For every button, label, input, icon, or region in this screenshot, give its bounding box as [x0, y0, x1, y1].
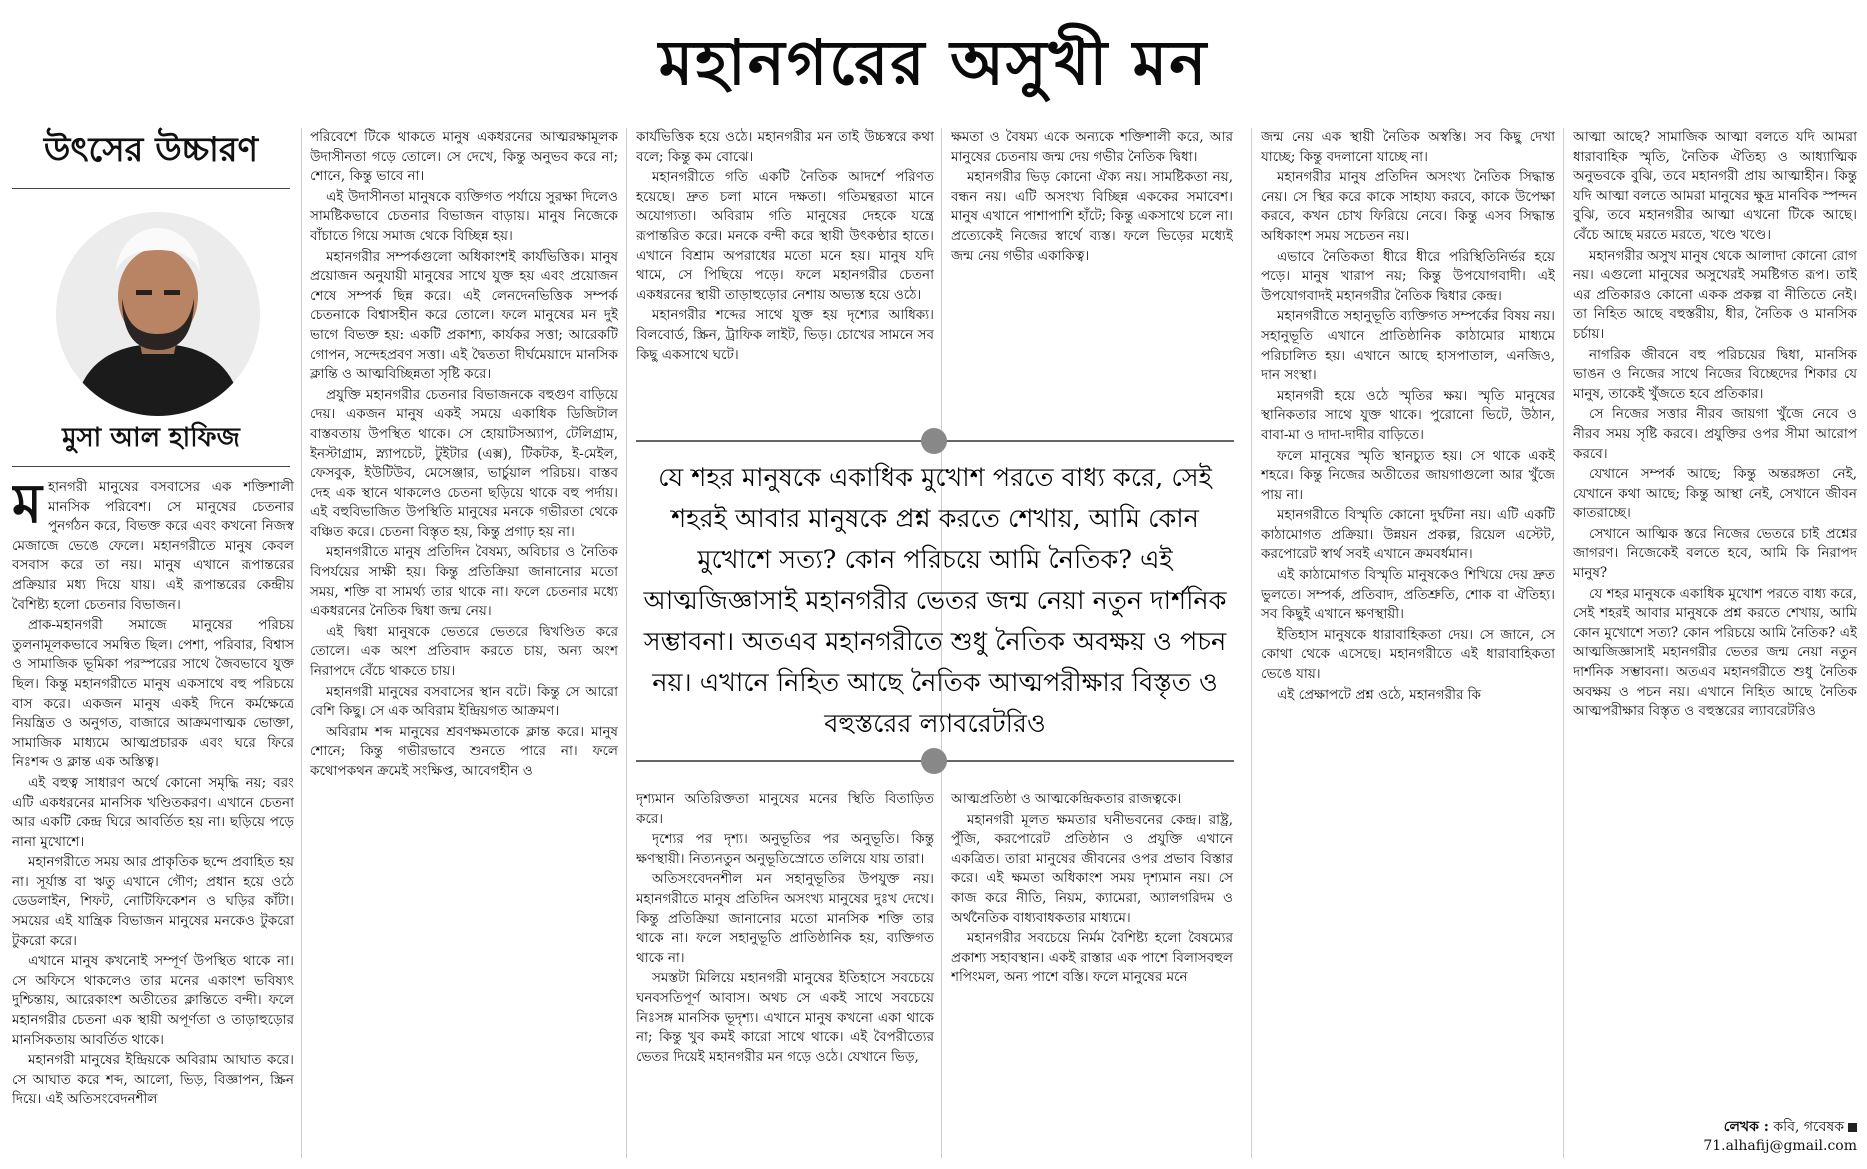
paragraph: মহানগরীর ভিড় কোনো ঐক্য নয়। সামষ্টিকতা নয়, বন্ধন নয়। এটি অসংখ্য বিচ্ছিন্ন এককের সমাবেশ। মানুষ এখানে পাশাপাশি হাঁটে; কিন্তু একসাথে চলে না। প্রত্যেকেই নিজের স্বার্থে ব্যস্ত। ফলে ভিড়ের মধ্যেই জন্ম নেয় গভীর একাকিত্ব।: [951, 169, 1233, 264]
paragraph: যেখানে সম্পর্ক আছে; কিন্তু অন্তরঙ্গতা নেই, যেখানে কথা আছে; কিন্তু আস্থা নেই, সেখানে জীবন কাতরাচ্ছে।: [1573, 466, 1857, 522]
column-rule: [626, 128, 627, 1158]
paragraph: এই দ্বিধা মানুষকে ভেতরে ভেতরে দ্বিখণ্ডিত করে তোলে। এক অংশ প্রতিবাদ করতে চায়, অন্য অংশ নিরাপদে বেঁচে থাকতে চায়।: [310, 623, 618, 680]
article-column: [951, 790, 1233, 1160]
pull-quote: যে শহর মানুষকে একাধিক মুখোশ পরতে বাধ্য করে, সেই শহরই আবার মানুষকে প্রশ্ন করতে শেখায়, আমি কোন মুখোশে সত্য? কোন পরিচয়ে আমি নৈতিক? এই আত্মজিজ্ঞাসাই মহানগরীর ভেতর জন্ম নেয়া নতুন দার্শনিক সম্ভাবনা। অতএব মহানগরীতে শুধু নৈতিক অবক্ষয় ও পচন নয়। এখানে নিহিত আছে নৈতিক আত্মপরীক্ষার বিস্তৃত ও বহুস্তরের ল্যাবরেটরিও: [643, 463, 1227, 739]
author-signoff: [1572, 1118, 1857, 1156]
drop-cap: ম: [12, 478, 42, 535]
author-label: লেখক :: [1723, 1119, 1769, 1135]
paragraph: কার্যভিত্তিক হয়ে ওঠে। মহানগরীর মন তাই উচ্চস্বরে কথা বলে; কিন্তু কম বোঝে।: [636, 129, 934, 165]
author-description: কবি, গবেষক: [1773, 1119, 1844, 1135]
paragraph: দৃশ্যের পর দৃশ্য। অনুভূতির পর অনুভূতি। কিন্তু ক্ষণস্থায়ী। নিত্যনতুন অনুভূতিস্রোতে তলিয়ে যায় তারা।: [636, 831, 934, 867]
column-rule: [1563, 128, 1564, 1158]
lead-text: হানগরী মানুষের বসবাসের এক শক্তিশালী মানসিক পরিবেশ। সে মানুষের চেতনার পুনর্গঠন করে, বিভক্ত করে এবং কখনো নিজস্ব মেজাজে ভেঙে ফেলে। মহানগরীতে মানুষ কেবল বসবাস করে তা নয়। মানুষ এখানে রূপান্তরের প্রক্রিয়ার মধ্য দিয়ে যায়। এই রূপান্তরের কেন্দ্রীয় বৈশিষ্ট্য হলো চেতনার বিভাজন।: [12, 479, 294, 613]
paragraph: মহানগরী হয়ে ওঠে স্মৃতির ক্ষয়। স্মৃতি মানুষের স্থানিকতার সাথে যুক্ত থাকে। পুরোনো ভিটে, উঠান, বাবা-মা ও দাদা-দাদীর বাড়িতে।: [1261, 387, 1555, 443]
paragraph: নাগরিক জীবনে বহু পরিচয়ের দ্বিধা, মানসিক ভাঙন ও নিজের সাথে নিজের বিচ্ছেদের শিকার যে মানুষ, তাকেই খুঁজতে হবে প্রতিকার।: [1573, 346, 1857, 402]
paragraph: এভাবে নৈতিকতা ধীরে ধীরে পরিস্থিতিনির্ভর হয়ে পড়ে। মানুষ খারাপ নয়; কিন্তু উপযোগবাদী। এই উপযোগবাদই মহানগরীর নৈতিক দ্বিধার কেন্দ্র।: [1261, 248, 1555, 304]
article-column: [1573, 128, 1857, 1113]
paragraph: ফলে মানুষের স্মৃতি স্থানচ্যুত হয়। সে থাকে একই শহরে। কিন্তু নিজের অতীতের জায়গাগুলো আর খুঁজে পায় না।: [1261, 447, 1555, 503]
paragraph: এখানে মানুষ কখনোই সম্পূর্ণ উপস্থিত থাকে না। সে অফিসে থাকলেও তার মনের একাংশ ভবিষ্যৎ দুশ্চিন্তায়, আরেকাংশ অতীতের ক্লান্তিতে বন্দী। ফলে মহানগরীর চেতনা এক স্থায়ী অপূর্ণতা ও তাড়াহুড়োর মানসিকতায় আবর্তিত থাকে।: [12, 953, 294, 1048]
author-email[interactable]: 71.alhafij@gmail.com: [1703, 1138, 1857, 1154]
paragraph: মহানগরীর শব্দের সাথে যুক্ত হয় দৃশ্যের আধিক্য। বিলবোর্ড, স্ক্রিন, ট্রাফিক লাইট, ভিড়। চোখের সামনে সব কিছু একসাথে ঘটে।: [636, 307, 934, 363]
paragraph: অতিসংবেদনশীল মন সহানুভূতির উপযুক্ত নয়। মহানগরীতে মানুষ প্রতিদিন অসংখ্য মানুষের দুঃখ দেখে। কিন্তু প্রতিক্রিয়া জানানোর মতো মানসিক শক্তি তার থাকে না। ফলে সহানুভূতি প্রাতিষ্ঠানিক হয়, ব্যক্তিগত থাকে না।: [636, 871, 934, 966]
paragraph: এই উদাসীনতা মানুষকে ব্যক্তিগত পর্যায়ে সুরক্ষা দিলেও সামষ্টিকভাবে চেতনার বিভাজন বাড়ায়। মানুষ নিজেকে বাঁচাতে গিয়ে সমাজ থেকে বিচ্ছিন্ন হয়।: [310, 188, 618, 244]
end-mark-icon: [1848, 1123, 1857, 1132]
article-column: [636, 790, 934, 1160]
paragraph: মহানগরীর সবচেয়ে নির্মম বৈশিষ্ট্য হলো বৈষম্যের প্রকাশ্য সহাবস্থান। একই রাস্তার এক পাশে বিলাসবহুল শপিংমল, অন্য পাশে বস্তি। ফলে মানুষের মনে: [951, 930, 1233, 986]
paragraph: মহানগরীর সম্পর্কগুলো অধিকাংশই কার্যভিত্তিক। মানুষ প্রয়োজন অনুযায়ী মানুষের সাথে যুক্ত হয় এবং প্রয়োজন শেষে সম্পর্ক ছিন্ন করে। এই লেনদেনভিত্তিক সম্পর্ক চেতনাকে বিশ্বাসহীন করে তোলে। ফলে মানুষের মন দুই ভাগে বিভক্ত হয়: একটি প্রকাশ্য, কার্যকর সত্তা; আরেকটি গোপন, সন্দেহপ্রবণ সত্তা। এই দ্বৈততা দীর্ঘমেয়াদে মানসিক ক্লান্তি ও আত্মবিচ্ছিন্নতা সৃষ্টি করে।: [310, 248, 618, 383]
paragraph: মহানগরী মূলত ক্ষমতার ঘনীভবনের কেন্দ্র। রাষ্ট্র, পুঁজি, করপোরেট প্রতিষ্ঠান ও প্রযুক্তি এখানে একত্রিত। তারা মানুষের জীবনের ওপর প্রভাব বিস্তার করে। এই ক্ষমতা অধিকাংশ সময় দৃশ্যমান নয়। সে কাজ করে নীতি, নিয়ম, ক্যামেরা, অ্যালগরিদম ও অর্থনৈতিক বাধ্যবাধকতার মাধ্যমে।: [951, 811, 1233, 926]
divider: [12, 466, 290, 467]
column-title: উৎসের উচ্চারণ: [43, 130, 259, 170]
lead-paragraph: [12, 478, 294, 615]
paragraph: প্রযুক্তি মহানগরীর চেতনার বিভাজনকে বহুগুণ বাড়িয়ে দেয়। একজন মানুষ একই সময়ে একাধিক ডিজিটাল বাস্তবতায় উপস্থিত থাকে। সে হোয়াটসঅ্যাপ, টেলিগ্রাম, ইনস্টাগ্রাম, স্ন্যাপচেট, টুইটার (এক্স), টিকটক, ই-মেইল, ফেসবুক, ইউটিউব, মেসেঞ্জার, ভার্চুয়াল পরিচয়। বাস্তব দেহ এক স্থানে থাকলেও চেতনা ছড়িয়ে থাকে বহু পর্দায়। এই বহুবিভাজিত উপস্থিতি মানুষের মনকে গভীরতা থেকে বঞ্চিত করে। চেতনা বিস্তৃত হয়, কিন্তু প্রগাঢ় হয় না।: [310, 386, 618, 540]
paragraph: অবিরাম শব্দ মানুষের শ্রবণক্ষমতাকে ক্লান্ত করে। মানুষ শোনে; কিন্তু গভীরভাবে শুনতে পারে না। ফলে কথোপকথন ক্রমেই সংক্ষিপ্ত, আবেগহীন ও: [310, 723, 618, 779]
article-column: [1261, 128, 1555, 1156]
paragraph: এই প্রেক্ষাপটে প্রশ্ন ওঠে, মহানগরীর কি: [1277, 686, 1481, 703]
paragraph: সেখানে আত্মিক স্তরে নিজের ভেতরে চাই প্রশ্নের জাগরণ। নিজেকেই বলতে হবে, আমি কি নিরাপদ মানুষ?: [1573, 525, 1857, 582]
paragraph: যে শহর মানুষকে একাধিক মুখোশ পরতে বাধ্য করে, সেই শহরই আবার মানুষকে প্রশ্ন করতে শেখায়, আমি কোন মুখোশে সত্য? কোন পরিচয়ে আমি নৈতিক? এই আত্মজিজ্ঞাসাই মহানগরীর ভেতর জন্ম নেয়া নতুন দার্শনিক সম্ভাবনা। অতএব মহানগরীতে শুধু নৈতিক অবক্ষয় ও পচন নয়। এখানে নিহিত আছে নৈতিক আত্মপরীক্ষার বিস্তৃত ও বহুস্তরের ল্যাবরেটরিও: [1573, 585, 1857, 720]
paragraph: ক্ষমতা ও বৈষম্য একে অন্যকে শক্তিশালী করে, আর মানুষের চেতনায় জন্ম দেয় গভীর নৈতিক দ্বিধা।: [951, 129, 1233, 165]
paragraph: এই বহুত্ব সাধারণ অর্থে কোনো সমৃদ্ধি নয়; বরং এটি একধরনের মানসিক খণ্ডিতকরণ। এখানে চেতনা আর একটি কেন্দ্র ঘিরে আবর্তিত হয় না। ছড়িয়ে পড়ে নানা মুখোশে।: [12, 774, 294, 850]
paragraph: মহানগরীতে গতি একটি নৈতিক আদর্শে পরিণত হয়েছে। দ্রুত চলা মানে দক্ষতা। গতিমন্থরতা মানে অযোগ্যতা। অবিরাম গতি মানুষের দেহকে যন্ত্রে রূপান্তরিত করে। মনকে বন্দী করে স্থায়ী উৎকণ্ঠার হাতে। এখানে বিশ্রাম অপরাধের মতো মনে হয়। মানুষ যদি থামে, সে পিছিয়ে পড়ে। ফলে মহানগরীর চেতনা একধরনের স্থায়ী তাড়াহুড়োর নেশায় অভ্যস্ত হয়ে ওঠে।: [636, 169, 934, 303]
paragraph: আত্মা আছে? সামাজিক আত্মা বলতে যদি আমরা ধারাবাহিক স্মৃতি, নৈতিক ঐতিহ্য ও আধ্যাত্মিক অনুভবকে বুঝি, তবে মহানগরী প্রায় আত্মাহীন। কিন্তু যদি আত্মা বলতে আমরা মানুষের ক্ষুদ্র মানবিক স্পন্দন বুঝি, তবে মহানগরীর আত্মা এখনো টিকে আছে। বেঁচে আছে মরতে মরতে, খণ্ডে খণ্ডে।: [1573, 129, 1857, 243]
author-portrait-icon: [56, 212, 260, 416]
paragraph: মহানগরী মানুষের ইন্দ্রিয়কে অবিরাম আঘাত করে। সে আঘাত করে শব্দ, আলো, ভিড়, বিজ্ঞাপন, স্ক্রিন দিয়ে। এই অতিসংবেদনশীল: [12, 1052, 294, 1108]
paragraph: দৃশ্যমান অতিরিক্ততা মানুষের মনের স্থিতি বিতাড়িত করে।: [636, 791, 934, 827]
paragraph: সে নিজের সত্তার নীরব জায়গা খুঁজে নেবে ও নীরব সময় সৃষ্টি করবে। প্রযুক্তির ওপর সীমা আরোপ করবে।: [1573, 406, 1857, 462]
article-column: [951, 128, 1233, 428]
paragraph: প্রাক-মহানগরী সমাজে মানুষের পরিচয় তুলনামূলকভাবে সমন্বিত ছিল। পেশা, পরিবার, বিশ্বাস ও সামাজিক ভূমিকা পরস্পরের সাথে জৈবভাবে যুক্ত ছিল। কিন্তু মহানগরীতে মানুষ একসাথে বহু পরিচয়ে বাস করে। একজন মানুষ একই দিনে কর্মক্ষেত্রে নিয়ন্ত্রিত ও অনুগত, বাজারে আক্রমণাত্মক ভোক্তা, সামাজিক মাধ্যমে আত্মপ্রচারক এবং ঘরে ফিরে নিঃশব্দ ও ক্লান্ত এক অস্তিত্ব।: [12, 617, 294, 771]
paragraph: ইতিহাস মানুষকে ধারাবাহিকতা দেয়। সে জানে, সে কোথা থেকে এসেছে। মহানগরীতে এই ধারাবাহিকতা ভেঙে যায়।: [1261, 626, 1555, 683]
bullet-dot-icon: [921, 428, 947, 454]
paragraph: আত্মপ্রতিষ্ঠা ও আত্মকেন্দ্রিকতার রাজত্বকে।: [951, 791, 1182, 807]
paragraph: মহানগরী মানুষের বসবাসের স্থান বটে। কিন্তু সে আরো বেশি কিছু। সে এক অবিরাম ইন্দ্রিয়গত আক্রমণ।: [310, 683, 618, 720]
article-column: [310, 128, 618, 1156]
paragraph: মহানগরীতে সময় আর প্রাকৃতিক ছন্দে প্রবাহিত হয় না। সূর্যাস্ত বা ঋতু এখানে গৌণ; প্রধান হয়ে ওঠে ডেডলাইন, শিফট, নোটিফিকেশন ও ঘড়ির কাঁটা। সময়ের এই যান্ত্রিক বিভাজন মানুষের মনকেও টুকরো টুকরো করে।: [12, 854, 294, 949]
author-byline: মুসা আল হাফিজ: [62, 423, 240, 453]
paragraph: মহানগরীতে সহানুভূতি ব্যক্তিগত সম্পর্কের বিষয় নয়। সহানুভূতি এখানে প্রাতিষ্ঠানিক কাঠামোর মাধ্যমে পরিচালিত হয়। এখানে আছে হাসপাতাল, এনজিও, দান সংস্থা।: [1261, 308, 1555, 384]
article-column: [12, 478, 294, 1158]
paragraph: মহানগরীতে বিস্মৃতি কোনো দুর্ঘটনা নয়। এটি একটি কাঠামোগত প্রক্রিয়া। উন্নয়ন প্রকল্প, রিয়েল এস্টেট, করপোরেট স্বার্থ সবই এখানে ক্রমবর্ধমান।: [1261, 507, 1555, 563]
paragraph: মহানগরীতে মানুষ প্রতিদিন বৈষম্য, অবিচার ও নৈতিক বিপর্যয়ের সাক্ষী হয়। কিন্তু প্রতিক্রিয়া জানানোর মতো সময়, শক্তি বা সামর্থ্য তার থাকে না। ফলে চেতনার মধ্যে একধরনের নৈতিক দ্বিধা জন্ম নেয়।: [310, 544, 618, 620]
divider: [12, 188, 290, 189]
paragraph: জন্ম নেয় এক স্থায়ী নৈতিক অস্বস্তি। সব কিছু দেখা যাচ্ছে; কিন্তু বদলানো যাচ্ছে না।: [1261, 129, 1555, 165]
article-column: [636, 128, 934, 428]
column-rule: [1251, 128, 1252, 1158]
paragraph: মহানগরীর অসুখ মানুষ থেকে আলাদা কোনো রোগ নয়। এগুলো মানুষের অসুখেরই সমষ্টিগত রূপ। তাই এর প্রতিকারও কোনো একক প্রকল্প বা নীতিতে নেই। তা নিহিত আছে বহুস্তরীয়, ধীর, নৈতিক ও মানসিক চর্চায়।: [1573, 247, 1857, 342]
paragraph: পরিবেশে টিকে থাকতে মানুষ একধরনের আত্মরক্ষামূলক উদাসীনতা গড়ে তোলে। সে দেখে, কিন্তু অনুভব করে না; শোনে, কিন্তু ভাবে না।: [310, 129, 618, 185]
bullet-dot-icon: [921, 748, 947, 774]
author-photo: [56, 212, 260, 416]
paragraph: মহানগরীর মানুষ প্রতিদিন অসংখ্য নৈতিক সিদ্ধান্ত নেয়। সে স্থির করে কাকে সাহায্য করবে, কাকে উপেক্ষা করবে, কখন চোখ ফিরিয়ে নেবে। কিন্তু এসব সিদ্ধান্ত অধিকাংশ সময় সচেতন নয়।: [1261, 169, 1555, 244]
paragraph: এই কাঠামোগত বিস্মৃতি মানুষকেও শিখিয়ে দেয় দ্রুত ভুলতে। সম্পর্ক, প্রতিবাদ, প্রতিশ্রুতি, শোক বা ঐতিহ্য। সব কিছুই এখানে ক্ষণস্থায়ী।: [1261, 567, 1555, 623]
column-rule: [301, 128, 302, 1158]
headline: মহানগরের অসুখী মন: [658, 26, 1209, 99]
paragraph: সমস্তটা মিলিয়ে মহানগরী মানুষের ইতিহাসে সবচেয়ে ঘনবসতিপূর্ণ আবাস। অথচ সে একই সাথে সবচেয়ে নিঃসঙ্গ মানসিক ভূদৃশ্য। এখানে মানুষ কখনো একা থাকে না; কিন্তু খুব কমই কারো সাথে থাকে। এই বৈপরীত্যের ভেতর দিয়েই মহানগরীর মন গড়ে ওঠে। যেখানে ভিড়,: [636, 970, 934, 1065]
